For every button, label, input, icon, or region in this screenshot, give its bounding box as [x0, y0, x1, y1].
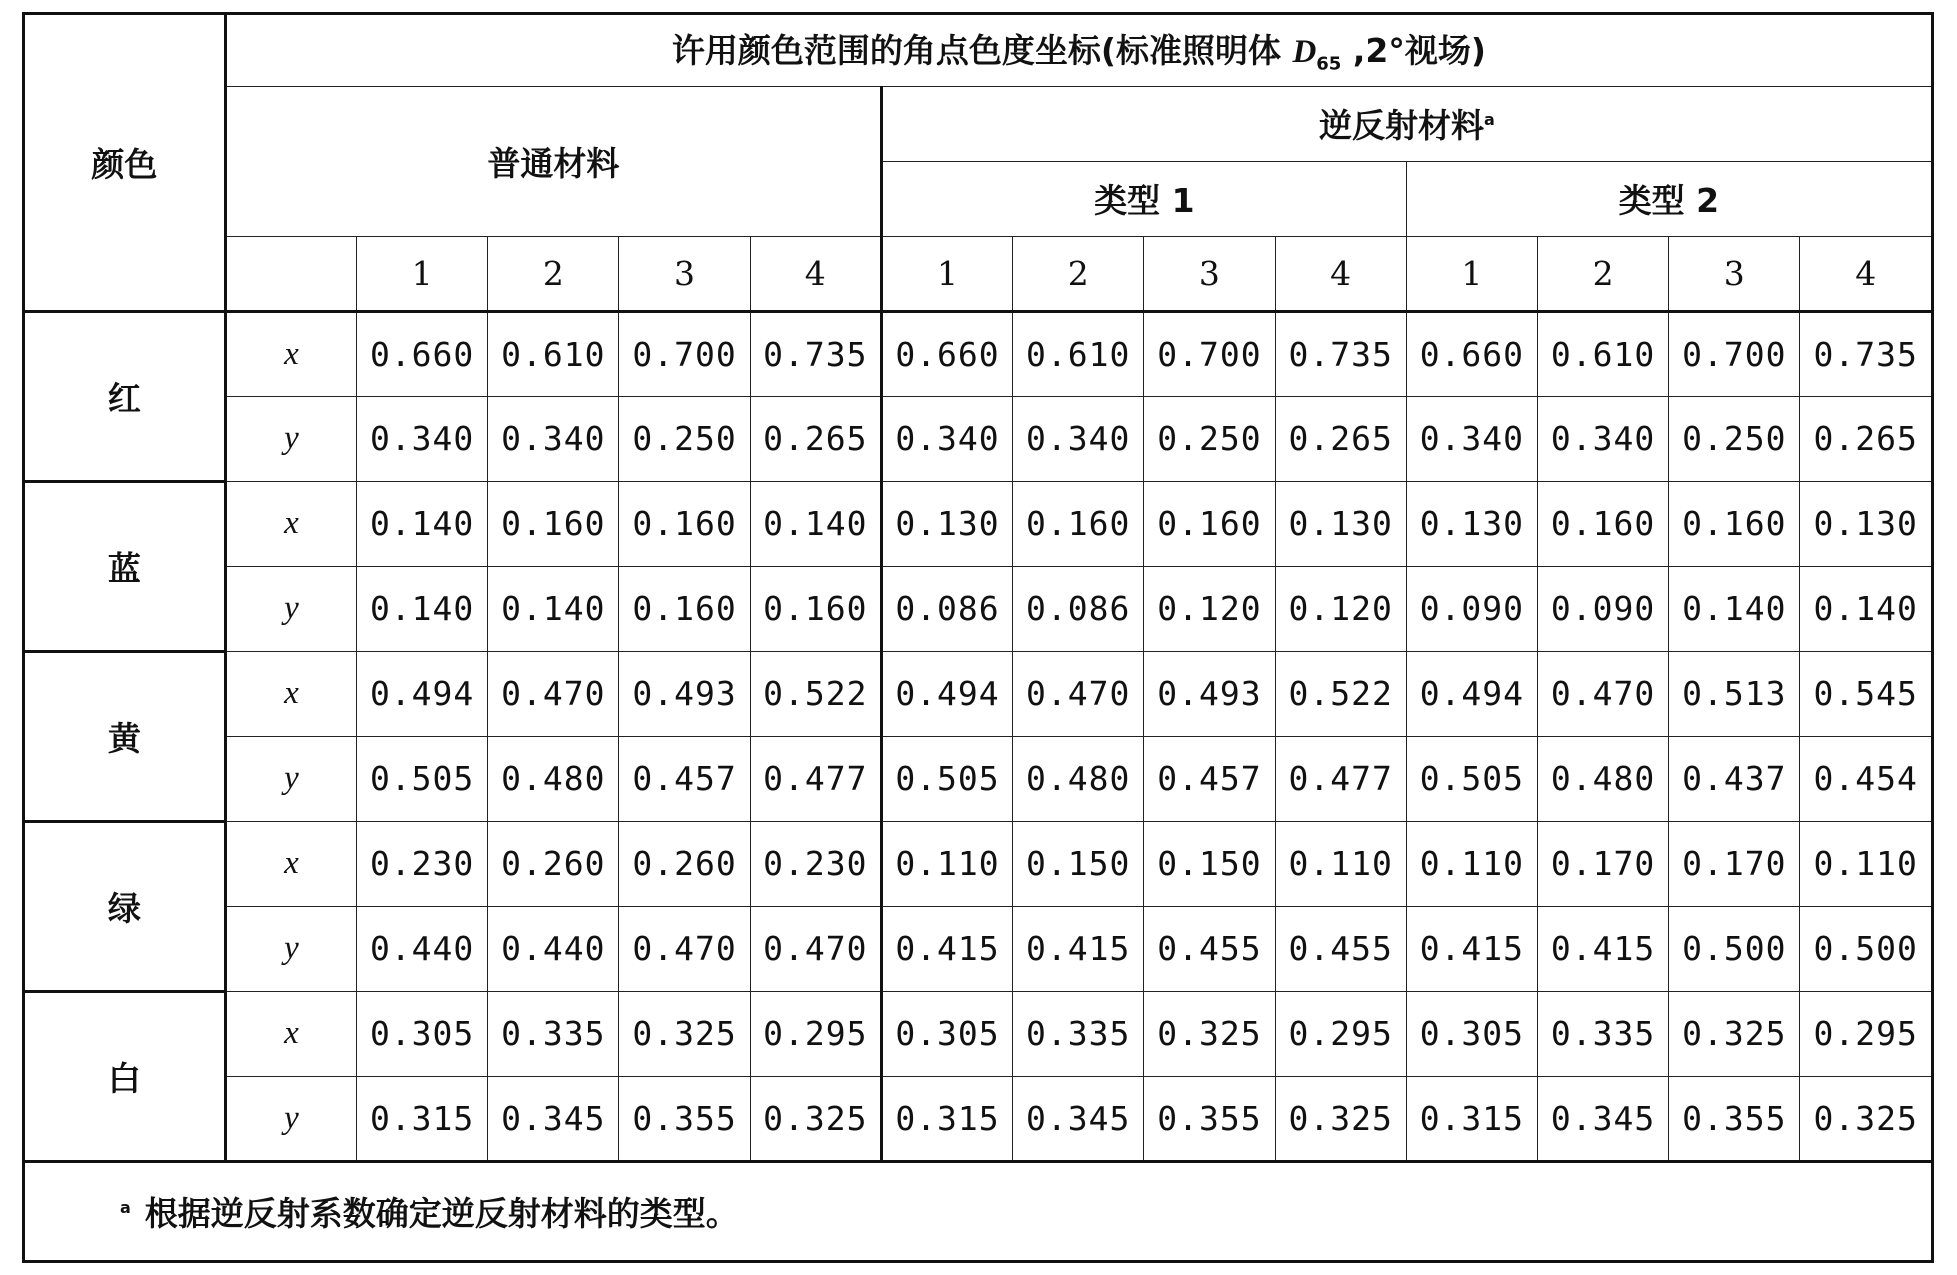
coordinate-label: x — [225, 651, 356, 736]
chromaticity-value: 0.140 — [488, 566, 619, 651]
main-header-suffix: ,2°视场) — [1341, 31, 1486, 71]
chromaticity-value: 0.325 — [1800, 1076, 1933, 1161]
chromaticity-value: 0.230 — [357, 821, 488, 906]
illuminant-subscript: 65 — [1316, 54, 1342, 76]
chromaticity-value: 0.700 — [1144, 311, 1275, 396]
chromaticity-value: 0.335 — [1013, 991, 1144, 1076]
chromaticity-value: 0.415 — [881, 906, 1012, 991]
corner-number-header: 3 — [619, 236, 750, 311]
color-name: 蓝 — [24, 481, 226, 651]
table-row — [24, 821, 1933, 906]
chromaticity-value: 0.340 — [1013, 396, 1144, 481]
chromaticity-value: 0.505 — [357, 736, 488, 821]
table-row — [24, 566, 1933, 651]
chromaticity-value: 0.415 — [1537, 906, 1668, 991]
chromaticity-value: 0.086 — [881, 566, 1012, 651]
illuminant-symbol: D — [1292, 34, 1317, 71]
corner-number-header: 2 — [488, 236, 619, 311]
chromaticity-value: 0.505 — [881, 736, 1012, 821]
chromaticity-value: 0.470 — [619, 906, 750, 991]
chromaticity-value: 0.305 — [357, 991, 488, 1076]
chromaticity-value: 0.265 — [750, 396, 881, 481]
coordinate-label: x — [225, 311, 356, 396]
chromaticity-value: 0.230 — [750, 821, 881, 906]
chromaticity-value: 0.610 — [1013, 311, 1144, 396]
chromaticity-value: 0.522 — [750, 651, 881, 736]
color-name: 白 — [24, 991, 226, 1161]
chromaticity-value: 0.110 — [1800, 821, 1933, 906]
chromaticity-value: 0.494 — [881, 651, 1012, 736]
chromaticity-value: 0.325 — [619, 991, 750, 1076]
chromaticity-value: 0.700 — [1669, 311, 1800, 396]
table-row — [24, 651, 1933, 736]
chromaticity-value: 0.437 — [1669, 736, 1800, 821]
chromaticity-value: 0.340 — [1406, 396, 1537, 481]
chromaticity-value: 0.325 — [1144, 991, 1275, 1076]
chromaticity-table — [22, 12, 1934, 1263]
table-row — [24, 991, 1933, 1076]
type1-header: 类型 1 — [881, 161, 1406, 236]
chromaticity-value: 0.345 — [1537, 1076, 1668, 1161]
chromaticity-value: 0.355 — [619, 1076, 750, 1161]
chromaticity-value: 0.340 — [881, 396, 1012, 481]
chromaticity-value: 0.455 — [1144, 906, 1275, 991]
corner-number-header: 2 — [1013, 236, 1144, 311]
color-name: 黄 — [24, 651, 226, 821]
main-header — [225, 14, 1932, 87]
chromaticity-value: 0.335 — [488, 991, 619, 1076]
chromaticity-value: 0.477 — [1275, 736, 1406, 821]
coordinate-label: x — [225, 821, 356, 906]
table-row — [24, 736, 1933, 821]
chromaticity-value: 0.355 — [1144, 1076, 1275, 1161]
chromaticity-value: 0.250 — [1669, 396, 1800, 481]
chromaticity-value: 0.120 — [1275, 566, 1406, 651]
chromaticity-value: 0.305 — [1406, 991, 1537, 1076]
chromaticity-value: 0.160 — [619, 566, 750, 651]
chromaticity-value: 0.340 — [1537, 396, 1668, 481]
type2-header: 类型 2 — [1406, 161, 1932, 236]
corner-number-header: 3 — [1669, 236, 1800, 311]
coordinate-label: y — [225, 736, 356, 821]
color-name: 红 — [24, 311, 226, 481]
chromaticity-value: 0.260 — [488, 821, 619, 906]
chromaticity-value: 0.493 — [1144, 651, 1275, 736]
chromaticity-value: 0.494 — [1406, 651, 1537, 736]
chromaticity-value: 0.110 — [1406, 821, 1537, 906]
chromaticity-value: 0.090 — [1406, 566, 1537, 651]
chromaticity-value: 0.260 — [619, 821, 750, 906]
chromaticity-value: 0.340 — [488, 396, 619, 481]
corner-number-header: 1 — [357, 236, 488, 311]
chromaticity-value: 0.295 — [1800, 991, 1933, 1076]
chromaticity-value: 0.457 — [619, 736, 750, 821]
chromaticity-value: 0.295 — [750, 991, 881, 1076]
chromaticity-value: 0.480 — [1013, 736, 1144, 821]
chromaticity-value: 0.130 — [1800, 481, 1933, 566]
chromaticity-value: 0.160 — [619, 481, 750, 566]
coordinate-label: x — [225, 481, 356, 566]
chromaticity-value: 0.505 — [1406, 736, 1537, 821]
chromaticity-value: 0.440 — [357, 906, 488, 991]
chromaticity-value: 0.250 — [1144, 396, 1275, 481]
chromaticity-value: 0.735 — [1275, 311, 1406, 396]
chromaticity-value: 0.335 — [1537, 991, 1668, 1076]
chromaticity-value: 0.735 — [1800, 311, 1933, 396]
chromaticity-value: 0.265 — [1800, 396, 1933, 481]
chromaticity-value: 0.110 — [1275, 821, 1406, 906]
blank-coord-header — [225, 236, 356, 311]
chromaticity-value: 0.470 — [488, 651, 619, 736]
chromaticity-value: 0.470 — [1537, 651, 1668, 736]
chromaticity-value: 0.250 — [619, 396, 750, 481]
chromaticity-value: 0.522 — [1275, 651, 1406, 736]
chromaticity-value: 0.160 — [1537, 481, 1668, 566]
chromaticity-value: 0.160 — [750, 566, 881, 651]
chromaticity-value: 0.305 — [881, 991, 1012, 1076]
chromaticity-value: 0.086 — [1013, 566, 1144, 651]
chromaticity-value: 0.500 — [1669, 906, 1800, 991]
table-row — [24, 481, 1933, 566]
chromaticity-value: 0.170 — [1669, 821, 1800, 906]
corner-number-header: 4 — [1275, 236, 1406, 311]
chromaticity-value: 0.440 — [488, 906, 619, 991]
chromaticity-value: 0.415 — [1406, 906, 1537, 991]
coordinate-label: y — [225, 1076, 356, 1161]
coordinate-label: y — [225, 566, 356, 651]
table-row — [24, 396, 1933, 481]
chromaticity-value: 0.130 — [881, 481, 1012, 566]
chromaticity-value: 0.120 — [1144, 566, 1275, 651]
chromaticity-value: 0.295 — [1275, 991, 1406, 1076]
chromaticity-value: 0.325 — [750, 1076, 881, 1161]
chromaticity-value: 0.493 — [619, 651, 750, 736]
chromaticity-value: 0.140 — [1669, 566, 1800, 651]
chromaticity-value: 0.140 — [357, 566, 488, 651]
footnote-text: 根据逆反射系数确定逆反射材料的类型。 — [144, 1193, 739, 1233]
coordinate-label: y — [225, 396, 356, 481]
chromaticity-value: 0.513 — [1669, 651, 1800, 736]
chromaticity-value: 0.315 — [881, 1076, 1012, 1161]
color-name: 绿 — [24, 821, 226, 991]
chromaticity-value: 0.140 — [1800, 566, 1933, 651]
chromaticity-value: 0.345 — [1013, 1076, 1144, 1161]
corner-number-header: 1 — [1406, 236, 1537, 311]
chromaticity-value: 0.140 — [750, 481, 881, 566]
chromaticity-value: 0.735 — [750, 311, 881, 396]
chromaticity-value: 0.140 — [357, 481, 488, 566]
chromaticity-value: 0.700 — [619, 311, 750, 396]
chromaticity-value: 0.345 — [488, 1076, 619, 1161]
chromaticity-value: 0.150 — [1013, 821, 1144, 906]
coordinate-label: x — [225, 991, 356, 1076]
chromaticity-value: 0.494 — [357, 651, 488, 736]
chromaticity-value: 0.610 — [488, 311, 619, 396]
corner-number-header: 2 — [1537, 236, 1668, 311]
main-header-prefix: 许用颜色范围的角点色度坐标(标准照明体 — [671, 31, 1293, 71]
chromaticity-value: 0.355 — [1669, 1076, 1800, 1161]
chromaticity-value: 0.470 — [750, 906, 881, 991]
table-row — [24, 311, 1933, 396]
chromaticity-value: 0.160 — [1144, 481, 1275, 566]
chromaticity-value: 0.325 — [1275, 1076, 1406, 1161]
footnote-mark: a — [120, 1197, 131, 1217]
chromaticity-value: 0.454 — [1800, 736, 1933, 821]
chromaticity-value: 0.660 — [881, 311, 1012, 396]
coordinate-label: y — [225, 906, 356, 991]
chromaticity-value: 0.170 — [1537, 821, 1668, 906]
chromaticity-value: 0.160 — [1013, 481, 1144, 566]
table-row — [24, 906, 1933, 991]
chromaticity-value: 0.160 — [488, 481, 619, 566]
chromaticity-value: 0.110 — [881, 821, 1012, 906]
chromaticity-value: 0.265 — [1275, 396, 1406, 481]
chromaticity-value: 0.315 — [357, 1076, 488, 1161]
chromaticity-value: 0.160 — [1669, 481, 1800, 566]
chromaticity-value: 0.150 — [1144, 821, 1275, 906]
chromaticity-value: 0.480 — [1537, 736, 1668, 821]
footnote — [24, 1161, 1933, 1261]
chromaticity-value: 0.415 — [1013, 906, 1144, 991]
chromaticity-value: 0.130 — [1406, 481, 1537, 566]
chromaticity-value: 0.457 — [1144, 736, 1275, 821]
footnote-ref-a: a — [1484, 110, 1495, 130]
chromaticity-value: 0.455 — [1275, 906, 1406, 991]
chromaticity-value: 0.325 — [1669, 991, 1800, 1076]
chromaticity-value: 0.660 — [357, 311, 488, 396]
corner-number-header: 1 — [881, 236, 1012, 311]
corner-number-header: 4 — [1800, 236, 1933, 311]
corner-number-header: 4 — [750, 236, 881, 311]
chromaticity-value: 0.340 — [357, 396, 488, 481]
retroreflective-label: 逆反射材料 — [1319, 106, 1485, 146]
chromaticity-value: 0.477 — [750, 736, 881, 821]
chromaticity-value: 0.480 — [488, 736, 619, 821]
chromaticity-value: 0.315 — [1406, 1076, 1537, 1161]
chromaticity-value: 0.660 — [1406, 311, 1537, 396]
chromaticity-value: 0.130 — [1275, 481, 1406, 566]
chromaticity-value: 0.500 — [1800, 906, 1933, 991]
corner-number-header: 3 — [1144, 236, 1275, 311]
ordinary-material-header: 普通材料 — [225, 86, 881, 236]
retroreflective-header — [881, 86, 1932, 161]
table-row — [24, 1076, 1933, 1161]
chromaticity-value: 0.090 — [1537, 566, 1668, 651]
chromaticity-value: 0.470 — [1013, 651, 1144, 736]
color-header: 颜色 — [24, 14, 226, 312]
chromaticity-value: 0.545 — [1800, 651, 1933, 736]
chromaticity-value: 0.610 — [1537, 311, 1668, 396]
